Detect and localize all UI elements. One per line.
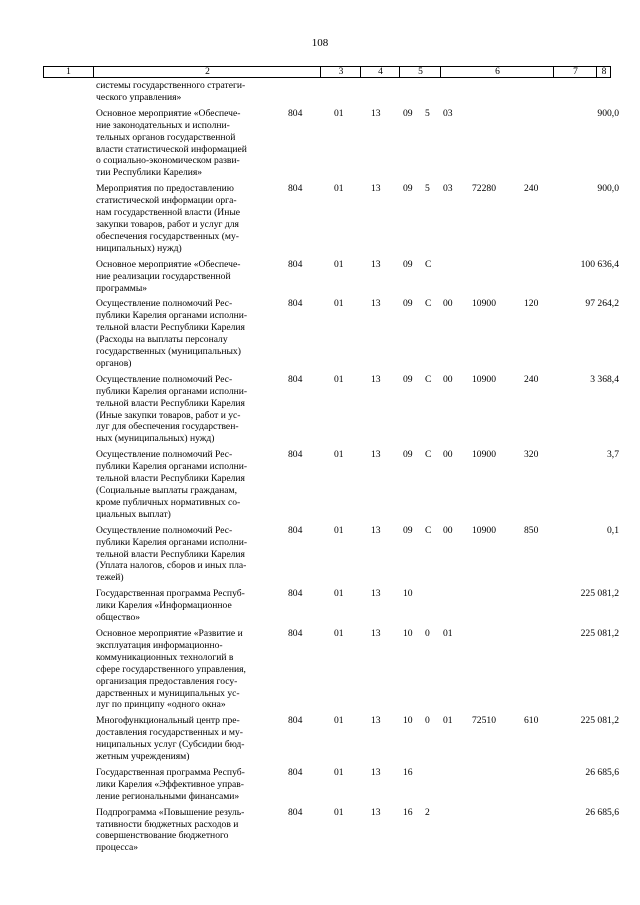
row-ministry-code: 804 (288, 524, 303, 536)
row-subprogram-code: 0 (425, 715, 430, 727)
row-subsection-code: 13 (371, 524, 381, 536)
row-ministry-code: 804 (288, 183, 303, 195)
row-description: Основное мероприятие «Обеспече- ние реализации государственной программы» (96, 258, 241, 294)
row-program-code: 09 (403, 258, 413, 270)
row-program-code: 09 (403, 524, 413, 536)
row-direction-code: 10900 (472, 524, 496, 536)
table-row (0, 259, 640, 295)
header-col-6: 6 (440, 67, 554, 77)
table-row (0, 183, 640, 254)
row-event-code: 01 (443, 715, 453, 727)
row-program-code: 10 (403, 715, 413, 727)
row-description: Многофункциональный центр пре- доставления государственных и му- ниципальных услуг (Субсидии бюд- жетным учреждениям) (96, 715, 245, 763)
row-subprogram-code: 5 (425, 183, 430, 195)
row-amount: 26 685,6 (585, 806, 619, 818)
row-subsection-code: 13 (371, 588, 381, 600)
table-row (0, 449, 640, 520)
row-section-code: 01 (334, 183, 344, 195)
table-header (43, 66, 611, 78)
row-description: Осуществление полномочий Рес- публики Карелия органами исполни- тельной власти Республики Карелия (Расходы на выплаты персоналу государственных (муниципальных) органов) (96, 298, 248, 369)
row-description: системы государственного стратеги- ческого управления» (96, 80, 246, 103)
row-program-code: 16 (403, 766, 413, 778)
row-event-code: 00 (443, 524, 453, 536)
row-amount: 3,7 (607, 449, 619, 461)
row-description: Осуществление полномочий Рес- публики Карелия органами исполни- тельной власти Республики Карелия (Уплата налогов, сборов и иных пла- тежей) (96, 524, 248, 584)
row-program-code: 09 (403, 373, 413, 385)
row-amount: 900,0 (597, 107, 619, 119)
row-section-code: 01 (334, 258, 344, 270)
row-ministry-code: 804 (288, 766, 303, 778)
row-amount: 3 368,4 (590, 373, 619, 385)
row-expense-type: 240 (524, 183, 539, 195)
row-expense-type: 120 (524, 298, 539, 310)
row-description: Государственная программа Респуб- лики Карелия «Эффективное управ- ление региональными финансами» (96, 766, 245, 802)
table-row (0, 525, 640, 585)
row-direction-code: 72510 (472, 715, 496, 727)
row-description: Осуществление полномочий Рес- публики Карелия органами исполни- тельной власти Республики Карелия (Социальные выплаты гражданам, кроме публичных нормативных со- циальных выплат) (96, 449, 248, 520)
row-expense-type: 240 (524, 373, 539, 385)
row-program-code: 10 (403, 588, 413, 600)
table-body (0, 80, 640, 858)
row-ministry-code: 804 (288, 258, 303, 270)
row-subsection-code: 13 (371, 449, 381, 461)
row-event-code: 00 (443, 449, 453, 461)
row-ministry-code: 804 (288, 107, 303, 119)
row-program-code: 09 (403, 107, 413, 119)
row-subsection-code: 13 (371, 766, 381, 778)
row-program-code: 16 (403, 806, 413, 818)
header-col-1: 1 (66, 67, 71, 77)
row-ministry-code: 804 (288, 298, 303, 310)
page-number: 108 (311, 37, 329, 49)
row-subprogram-code: С (425, 258, 432, 270)
header-col-4: 4 (360, 67, 400, 77)
row-section-code: 01 (334, 107, 344, 119)
row-expense-type: 320 (524, 449, 539, 461)
row-description: Основное мероприятие «Обеспече- ние законодательных и исполни- тельных органов государственной власти статистической информацией о социально-экономическом разви- тии Республики Карелия» (96, 107, 247, 179)
row-program-code: 09 (403, 183, 413, 195)
row-subsection-code: 13 (371, 107, 381, 119)
header-col-7: 7 (553, 67, 597, 77)
row-ministry-code: 804 (288, 449, 303, 461)
row-description: Мероприятия по предоставлению статистической информации орга- нам государственной власти (Иные закупки товаров, работ и услуг для обеспечения государственных (му- ниципальных) нужд) (96, 183, 241, 254)
table-row (0, 807, 640, 855)
header-col-2: 2 (93, 67, 321, 77)
row-direction-code: 10900 (472, 298, 496, 310)
row-program-code: 10 (403, 627, 413, 639)
table-row (0, 588, 640, 624)
row-subsection-code: 13 (371, 258, 381, 270)
row-program-code: 09 (403, 449, 413, 461)
row-subsection-code: 13 (371, 806, 381, 818)
row-subprogram-code: 5 (425, 107, 430, 119)
row-amount: 0,1 (607, 524, 619, 536)
row-section-code: 01 (334, 298, 344, 310)
header-col-3: 3 (320, 67, 361, 77)
row-ministry-code: 804 (288, 373, 303, 385)
row-amount: 97 264,2 (585, 298, 619, 310)
row-subsection-code: 13 (371, 298, 381, 310)
row-section-code: 01 (334, 588, 344, 600)
row-event-code: 03 (443, 183, 453, 195)
header-col-5: 5 (399, 67, 441, 77)
table-row (0, 80, 640, 104)
row-section-code: 01 (334, 627, 344, 639)
row-subsection-code: 13 (371, 627, 381, 639)
row-program-code: 09 (403, 298, 413, 310)
row-subprogram-code: С (425, 298, 432, 310)
row-section-code: 01 (334, 715, 344, 727)
row-subprogram-code: 0 (425, 627, 430, 639)
row-ministry-code: 804 (288, 715, 303, 727)
row-subprogram-code: 2 (425, 806, 430, 818)
row-subsection-code: 13 (371, 715, 381, 727)
row-amount: 225 081,2 (580, 588, 619, 600)
row-event-code: 01 (443, 627, 453, 639)
row-section-code: 01 (334, 766, 344, 778)
row-description: Государственная программа Респуб- лики Карелия «Информационное общество» (96, 588, 245, 624)
row-amount: 900,0 (597, 183, 619, 195)
row-ministry-code: 804 (288, 806, 303, 818)
row-section-code: 01 (334, 449, 344, 461)
table-row (0, 715, 640, 763)
row-direction-code: 72280 (472, 183, 496, 195)
table-row (0, 628, 640, 711)
row-expense-type: 850 (524, 524, 539, 536)
row-ministry-code: 804 (288, 627, 303, 639)
row-amount: 100 636,4 (580, 258, 619, 270)
table-row (0, 767, 640, 803)
table-row (0, 374, 640, 445)
row-description: Осуществление полномочий Рес- публики Карелия органами исполни- тельной власти Республики Карелия (Иные закупки товаров, работ и ус- луг для обеспечения государствен- ных (муниципальных) нужд) (96, 373, 248, 445)
row-event-code: 00 (443, 373, 453, 385)
row-expense-type: 610 (524, 715, 539, 727)
row-event-code: 03 (443, 107, 453, 119)
row-event-code: 00 (443, 298, 453, 310)
row-section-code: 01 (334, 806, 344, 818)
row-ministry-code: 804 (288, 588, 303, 600)
row-direction-code: 10900 (472, 449, 496, 461)
row-subsection-code: 13 (371, 373, 381, 385)
row-description: Основное мероприятие «Развитие и эксплуатация информационно- коммуникационных технологий в сфере государственного управления, организация предоставления госу- дарственных и муниципальных ус- луг по принципу «одного окна» (96, 627, 246, 711)
row-subprogram-code: С (425, 373, 432, 385)
table-row (0, 108, 640, 179)
row-subprogram-code: С (425, 524, 432, 536)
table-row (0, 298, 640, 369)
row-subprogram-code: С (425, 449, 432, 461)
row-amount: 225 081,2 (580, 627, 619, 639)
header-col-8: 8 (596, 67, 611, 77)
row-section-code: 01 (334, 524, 344, 536)
row-direction-code: 10900 (472, 373, 496, 385)
row-amount: 26 685,6 (585, 766, 619, 778)
row-subsection-code: 13 (371, 183, 381, 195)
row-amount: 225 081,2 (580, 715, 619, 727)
row-description: Подпрограмма «Повышение резуль- тативности бюджетных расходов и совершенствование бюджетного процесса» (96, 806, 245, 854)
row-section-code: 01 (334, 373, 344, 385)
